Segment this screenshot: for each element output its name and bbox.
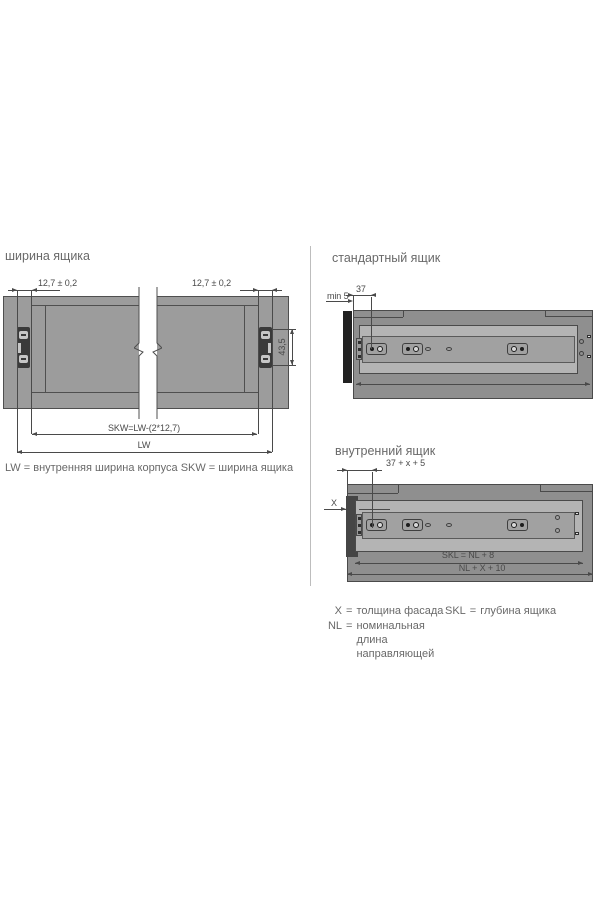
drawer-wall-line-right	[244, 306, 245, 392]
rail-hole	[377, 346, 383, 352]
rail-clip-slit	[21, 334, 26, 336]
rail-clip	[19, 355, 28, 363]
dim-arrow	[585, 382, 590, 386]
rail-clip-bar	[18, 343, 21, 353]
dim-arrow	[267, 450, 272, 454]
legend-equals: =	[469, 605, 477, 617]
dim-arrow	[290, 360, 294, 365]
dim-label-12-7-right: 12,7 ± 0,2	[192, 278, 231, 288]
dim-line-lw	[17, 452, 272, 453]
rail-hole	[511, 346, 517, 352]
standard-drawer-title: стандартный ящик	[332, 251, 441, 265]
extension-line	[347, 470, 348, 484]
dim-label-skl: SKL = NL + 8	[441, 550, 495, 560]
panel-step-line	[545, 316, 592, 317]
front-panel	[343, 311, 352, 383]
legend-equals: =	[346, 620, 353, 632]
slide-rail	[362, 336, 575, 363]
break-line-right	[152, 287, 162, 419]
rail-clip	[261, 331, 270, 339]
rail-hole	[520, 523, 524, 527]
dim-label-37-x-5: 37 + x + 5	[386, 458, 426, 468]
rail-hole	[358, 517, 361, 520]
legend-term: NL	[327, 620, 342, 632]
extension-line	[353, 295, 354, 310]
dim-arrow	[348, 299, 353, 303]
rail-clip-slit	[263, 334, 268, 336]
dim-label-43-5: 43,5	[277, 338, 287, 356]
inner-drawer-title: внутренний ящик	[335, 444, 436, 458]
rail-hole	[555, 515, 560, 520]
panel-step-line	[540, 485, 541, 491]
dim-arrow	[341, 507, 346, 511]
rail-clip-slit	[263, 358, 268, 360]
rail-hole	[446, 523, 452, 527]
rail-hole	[413, 522, 419, 528]
dim-label-12-7-left: 12,7 ± 0,2	[38, 278, 77, 288]
dim-label-nl: NL + X + 10	[458, 563, 506, 573]
rail-front-bracket	[356, 514, 362, 536]
legend-term: SKL	[445, 605, 466, 617]
dim-label-37: 37	[356, 284, 366, 294]
panel-step-line	[398, 485, 399, 493]
rail-clip-bar	[268, 343, 271, 353]
dim-arrow	[253, 288, 258, 292]
legend-item-skl	[445, 604, 556, 618]
dim-arrow	[371, 293, 376, 297]
extension-line	[31, 290, 32, 434]
rail-hole	[425, 347, 431, 351]
rail-hole	[579, 351, 584, 356]
panel-step-line	[545, 311, 546, 316]
extension-line	[272, 290, 273, 452]
drawer-width-caption: LW = внутренняя ширина корпуса SKW = ширина ящика	[5, 462, 294, 474]
rail-hole	[587, 355, 591, 358]
drawer-width-title: ширина ящика	[5, 249, 91, 263]
dim-line-nl	[347, 574, 593, 575]
dim-arrow	[355, 561, 360, 565]
legend-item-x	[322, 604, 443, 618]
dim-label-min5: min 5	[327, 291, 349, 301]
x-leader-line	[359, 509, 390, 510]
rail-front-bracket	[356, 338, 362, 360]
legend-def: номинальная длина направляющей	[356, 620, 435, 661]
rail-hole	[579, 339, 584, 344]
panel-step-line	[403, 311, 404, 317]
legend-term: X	[334, 605, 342, 617]
drawer-wall-line-left	[45, 306, 46, 392]
rail-hole	[377, 522, 383, 528]
rail-clip-slit	[21, 358, 26, 360]
slide-rail-right	[259, 327, 272, 368]
dim-arrow	[356, 382, 361, 386]
extension-line	[372, 472, 373, 528]
extension-line	[371, 297, 372, 349]
rail-hole	[406, 347, 410, 351]
rail-clip	[19, 331, 28, 339]
panel-step-line	[348, 493, 398, 494]
rail-hole	[511, 522, 517, 528]
legend-item-nl	[322, 619, 456, 661]
dim-arrow	[272, 288, 277, 292]
legend-def: толщина фасада	[356, 605, 444, 617]
panel-step-line	[354, 317, 403, 318]
break-line-left	[134, 287, 144, 419]
column-divider	[310, 246, 311, 586]
rail-hole	[587, 335, 591, 338]
slide-rail	[362, 512, 575, 539]
dim-arrow	[17, 450, 22, 454]
dim-arrow	[32, 288, 37, 292]
legend-def: глубина ящика	[480, 605, 557, 617]
dim-arrow	[578, 561, 583, 565]
rail-hole	[425, 523, 431, 527]
drawer-depth-dim-line	[356, 384, 590, 385]
rail-hole	[358, 524, 361, 527]
dim-arrow	[252, 432, 257, 436]
rail-hole	[358, 355, 361, 358]
rail-hole	[555, 528, 560, 533]
dim-arrow	[347, 572, 352, 576]
extension-line	[258, 290, 259, 434]
legend-equals: =	[346, 605, 353, 617]
slide-rail-left	[17, 327, 30, 368]
rail-hole	[575, 512, 579, 515]
dim-label-lw: LW	[137, 440, 151, 450]
extension-line	[17, 290, 18, 452]
dim-label-skw: SKW=LW-(2*12,7)	[108, 423, 180, 433]
rail-hole	[446, 347, 452, 351]
panel-step-line	[540, 491, 592, 492]
rail-hole	[520, 347, 524, 351]
rail-hole	[575, 532, 579, 535]
dim-arrow	[290, 329, 294, 334]
rail-hole	[406, 523, 410, 527]
rail-hole	[358, 531, 361, 534]
dim-line-skw	[32, 434, 257, 435]
rail-hole	[413, 346, 419, 352]
rail-hole	[358, 348, 361, 351]
dim-arrow	[12, 288, 17, 292]
dim-arrow	[588, 572, 593, 576]
dim-arrow	[32, 432, 37, 436]
dim-line-min5	[326, 301, 350, 302]
rail-clip	[261, 355, 270, 363]
dim-arrow	[372, 468, 377, 472]
front-panel-thickness-label: X	[331, 498, 337, 508]
rail-hole	[358, 341, 361, 344]
